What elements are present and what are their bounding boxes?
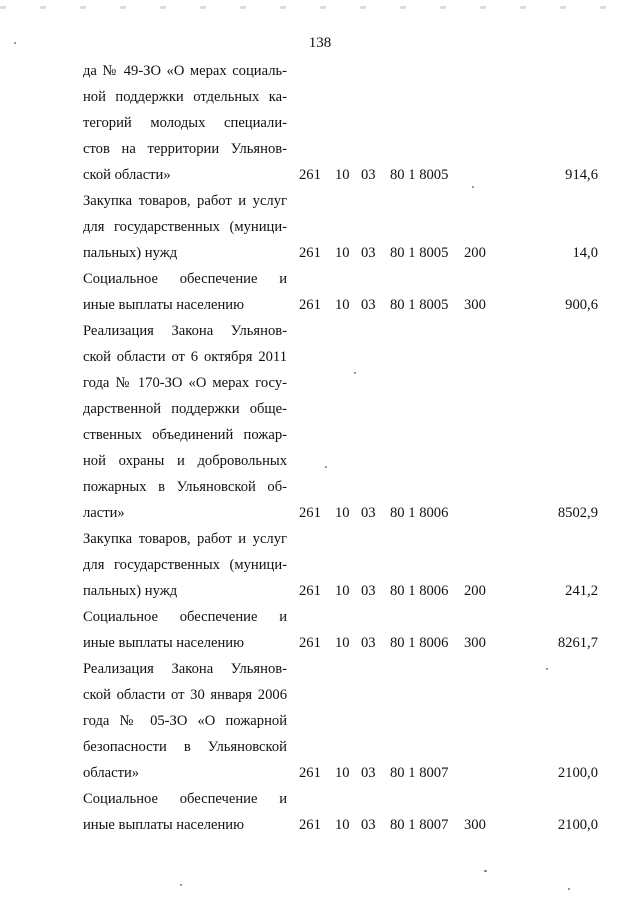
amount: 914,6 <box>565 167 598 183</box>
scan-speck <box>14 42 16 44</box>
row-codes <box>0 630 640 656</box>
subsection-code: 03 <box>361 167 376 183</box>
description-line: ной поддержки отдельных ка- <box>83 89 287 105</box>
section-code: 10 <box>335 167 350 183</box>
description-line: Реализация Закона Ульянов- <box>83 661 287 677</box>
section-code: 10 <box>335 505 350 521</box>
subsection-code: 03 <box>361 245 376 261</box>
subsection-code: 03 <box>361 817 376 833</box>
row-codes <box>0 292 640 318</box>
amount: 900,6 <box>565 297 598 313</box>
description-line: ской области» <box>83 167 171 183</box>
description-line: дарственной поддержки обще- <box>83 401 287 417</box>
description-line: ственных объединений пожар- <box>83 427 287 443</box>
scan-speck <box>546 668 548 670</box>
ved-code: 261 <box>299 167 321 183</box>
scan-speck <box>568 888 570 890</box>
row-codes <box>0 812 640 838</box>
description-line: ской области от 30 января 2006 <box>83 687 287 703</box>
description-line: тегорий молодых специали- <box>83 115 287 131</box>
target-article-code: 80 1 8005 <box>390 245 449 261</box>
scan-speck <box>472 186 474 188</box>
expense-type-code: 300 <box>464 817 486 833</box>
description-line: пальных) нужд <box>83 245 178 261</box>
target-article-code: 80 1 8006 <box>390 505 449 521</box>
subsection-code: 03 <box>361 297 376 313</box>
description-line: ласти» <box>83 505 125 521</box>
section-code: 10 <box>335 583 350 599</box>
description-line: Закупка товаров, работ и услуг <box>83 193 287 209</box>
target-article-code: 80 1 8005 <box>390 297 449 313</box>
expense-type-code: 200 <box>464 583 486 599</box>
row-codes <box>0 240 640 266</box>
description-line: иные выплаты населению <box>83 635 244 651</box>
budget-table <box>0 58 640 838</box>
amount: 2100,0 <box>557 765 598 781</box>
row-codes <box>0 578 640 604</box>
ved-code: 261 <box>299 245 321 261</box>
subsection-code: 03 <box>361 635 376 651</box>
subsection-code: 03 <box>361 583 376 599</box>
target-article-code: 80 1 8006 <box>390 583 449 599</box>
description-line: безопасности в Ульяновской <box>83 739 287 755</box>
section-code: 10 <box>335 765 350 781</box>
description-line: да № 49-ЗО «О мерах социаль- <box>83 63 287 79</box>
expense-type-code: 200 <box>464 245 486 261</box>
description-line: области» <box>83 765 140 781</box>
subsection-code: 03 <box>361 505 376 521</box>
table-row <box>0 58 640 188</box>
table-row <box>0 266 640 318</box>
section-code: 10 <box>335 245 350 261</box>
description-line: Закупка товаров, работ и услуг <box>83 531 287 547</box>
table-row <box>0 604 640 656</box>
description-line: для государственных (муници- <box>83 219 287 235</box>
page-number: 138 <box>308 35 332 51</box>
scan-speck <box>484 870 487 872</box>
description-line: ской области от 6 октября 2011 <box>83 349 287 365</box>
row-codes <box>0 500 640 526</box>
amount: 241,2 <box>565 583 598 599</box>
scan-speck <box>325 466 327 468</box>
section-code: 10 <box>335 635 350 651</box>
table-row <box>0 526 640 604</box>
row-codes <box>0 162 640 188</box>
description-line: иные выплаты населению <box>83 297 244 313</box>
ved-code: 261 <box>299 635 321 651</box>
subsection-code: 03 <box>361 765 376 781</box>
description-line: пальных) нужд <box>83 583 178 599</box>
description-line: Реализация Закона Ульянов- <box>83 323 287 339</box>
description-line: Социальное обеспечение и <box>83 791 287 807</box>
description-line: Социальное обеспечение и <box>83 609 287 625</box>
amount: 14,0 <box>572 245 598 261</box>
expense-type-code: 300 <box>464 635 486 651</box>
row-codes <box>0 760 640 786</box>
section-code: 10 <box>335 297 350 313</box>
scan-speck <box>180 884 182 886</box>
ved-code: 261 <box>299 297 321 313</box>
description-line: иные выплаты населению <box>83 817 244 833</box>
target-article-code: 80 1 8007 <box>390 817 449 833</box>
target-article-code: 80 1 8005 <box>390 167 449 183</box>
expense-type-code: 300 <box>464 297 486 313</box>
target-article-code: 80 1 8007 <box>390 765 449 781</box>
description-line: для государственных (муници- <box>83 557 287 573</box>
table-row <box>0 318 640 526</box>
description-line: Социальное обеспечение и <box>83 271 287 287</box>
amount: 8502,9 <box>557 505 598 521</box>
table-row <box>0 188 640 266</box>
section-code: 10 <box>335 817 350 833</box>
ved-code: 261 <box>299 817 321 833</box>
description-line: года № 170-ЗО «О мерах госу- <box>83 375 287 391</box>
row-description <box>83 318 287 526</box>
description-line: года № 05-ЗО «О пожарной <box>83 713 287 729</box>
description-line: ной охраны и добровольных <box>83 453 287 469</box>
amount: 8261,7 <box>557 635 598 651</box>
scan-noise <box>0 6 640 9</box>
amount: 2100,0 <box>557 817 598 833</box>
ved-code: 261 <box>299 505 321 521</box>
table-row <box>0 656 640 786</box>
scan-speck <box>354 372 356 374</box>
ved-code: 261 <box>299 583 321 599</box>
table-row <box>0 786 640 838</box>
target-article-code: 80 1 8006 <box>390 635 449 651</box>
description-line: стов на территории Ульянов- <box>83 141 287 157</box>
description-line: пожарных в Ульяновской об- <box>83 479 287 495</box>
ved-code: 261 <box>299 765 321 781</box>
